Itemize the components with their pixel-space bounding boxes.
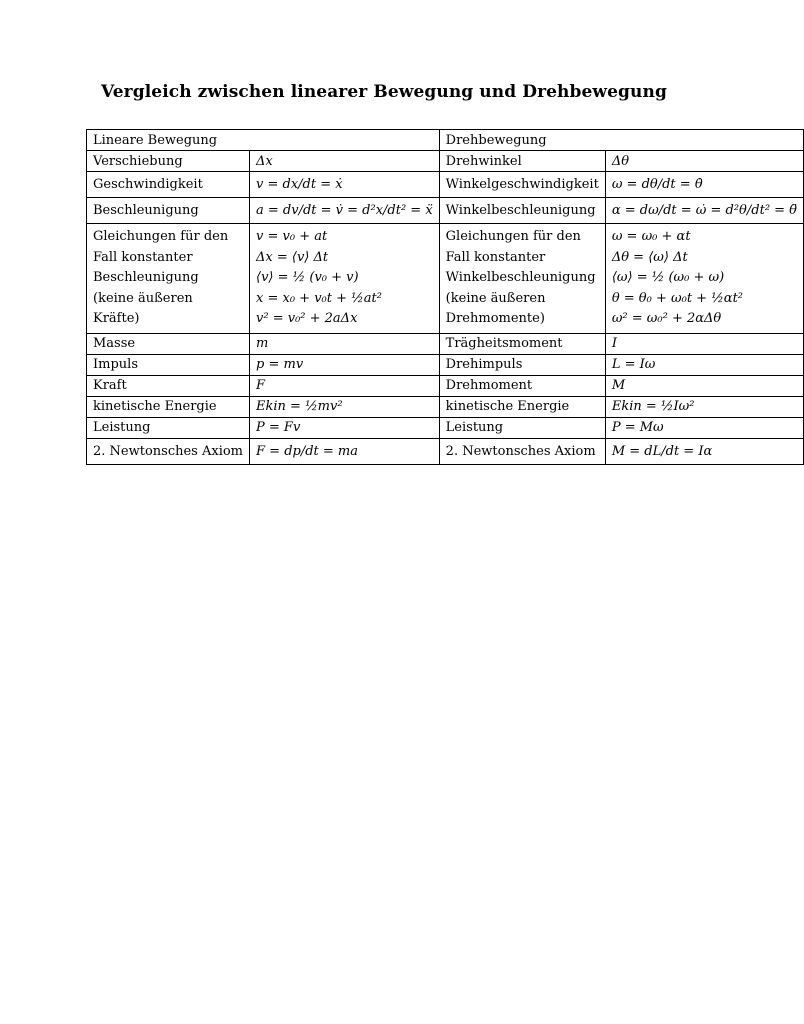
linear-formula: m: [250, 333, 440, 354]
linear-formula: v = dx/dt = ẋ: [250, 172, 440, 198]
linear-label-line: Gleichungen für den: [93, 229, 229, 244]
rotation-formula: M: [605, 375, 803, 396]
linear-label: Kraft: [87, 375, 250, 396]
linear-formula: [250, 224, 440, 334]
rotation-label: Trägheitsmoment: [439, 333, 605, 354]
table-row: [87, 333, 804, 354]
rotation-label: [439, 224, 605, 334]
linear-formula: Ekin = ½mv²: [250, 396, 440, 417]
rotation-label: Drehmoment: [439, 375, 605, 396]
linear-formula: Δx: [250, 151, 440, 172]
linear-formula: p = mv: [250, 354, 440, 375]
linear-formula-line: v = v₀ + at: [256, 229, 328, 244]
linear-formula-line: Δx = ⟨v⟩ Δt: [256, 249, 329, 265]
comparison-table: [86, 129, 804, 465]
table-row: [87, 396, 804, 417]
linear-label: 2. Newtonsches Axiom: [87, 438, 250, 464]
table-row: [87, 151, 804, 172]
rotation-formula: Δθ: [605, 151, 803, 172]
table-header-row: [87, 130, 804, 151]
rotation-formula-line: ⟨ω⟩ = ½ (ω₀ + ω): [611, 270, 725, 285]
rotation-label-line: Gleichungen für den: [445, 229, 581, 244]
linear-label: Impuls: [87, 354, 250, 375]
table-row: [87, 417, 804, 438]
rotation-formula: Ekin = ½Iω²: [605, 396, 803, 417]
rotation-label: Drehwinkel: [439, 151, 605, 172]
table-row: [87, 375, 804, 396]
rotation-label-line: (keine äußeren: [445, 290, 546, 306]
linear-label: Masse: [87, 333, 250, 354]
rotation-formula-line: ω = ω₀ + αt: [611, 229, 691, 244]
table-row: [87, 224, 804, 334]
linear-formula: F: [250, 375, 440, 396]
rotation-formula: P = Mω: [605, 417, 803, 438]
linear-formula-line: v² = v₀² + 2aΔx: [256, 311, 358, 326]
rotation-label-line: Winkelbeschleunigung: [445, 270, 596, 285]
rotation-label: Winkelgeschwindigkeit: [439, 172, 605, 198]
linear-label: Leistung: [87, 417, 250, 438]
linear-label-line: Fall konstanter: [93, 249, 193, 265]
linear-label: [87, 224, 250, 334]
linear-formula: P = Fv: [250, 417, 440, 438]
linear-label: Geschwindigkeit: [87, 172, 250, 198]
rotation-formula: L = Iω: [605, 354, 803, 375]
header-linear: Lineare Bewegung: [87, 130, 440, 151]
rotation-formula: ω = dθ/dt = θ̇: [605, 172, 803, 198]
rotation-formula-line: Δθ = ⟨ω⟩ Δt: [611, 249, 688, 265]
rotation-formula: M = dL/dt = Iα: [605, 438, 803, 464]
rotation-formula-line: θ = θ₀ + ω₀t + ½αt²: [611, 290, 744, 306]
table-row: [87, 172, 804, 198]
rotation-label: Winkelbeschleunigung: [439, 198, 605, 224]
linear-label-line: Kräfte): [93, 311, 140, 326]
linear-label-line: Beschleunigung: [93, 270, 199, 285]
linear-formula-line: ⟨v⟩ = ½ (v₀ + v): [256, 270, 359, 285]
rotation-formula: [605, 224, 803, 334]
table-row: [87, 198, 804, 224]
linear-label-line: (keine äußeren: [93, 290, 193, 306]
rotation-formula: α = dω/dt = ω̇ = d²θ/dt² = θ̈: [605, 198, 803, 224]
rotation-formula-line: ω² = ω₀² + 2αΔθ: [611, 311, 722, 326]
linear-formula-line: x = x₀ + v₀t + ½at²: [256, 290, 382, 306]
header-rotation: Drehbewegung: [439, 130, 803, 151]
linear-label: Beschleunigung: [87, 198, 250, 224]
rotation-label: Leistung: [439, 417, 605, 438]
rotation-label: Drehimpuls: [439, 354, 605, 375]
linear-label: kinetische Energie: [87, 396, 250, 417]
linear-formula: a = dv/dt = v̇ = d²x/dt² = ẍ: [250, 198, 440, 224]
page-title: Vergleich zwischen linearer Bewegung und Drehbewegung: [101, 82, 667, 102]
rotation-label: kinetische Energie: [439, 396, 605, 417]
linear-formula: F = dp/dt = ma: [250, 438, 440, 464]
table-row: [87, 354, 804, 375]
rotation-label: 2. Newtonsches Axiom: [439, 438, 605, 464]
linear-label: Verschiebung: [87, 151, 250, 172]
rotation-label-line: Drehmomente): [445, 311, 545, 326]
rotation-formula: I: [605, 333, 803, 354]
rotation-label-line: Fall konstanter: [445, 249, 546, 265]
table-row: [87, 438, 804, 464]
